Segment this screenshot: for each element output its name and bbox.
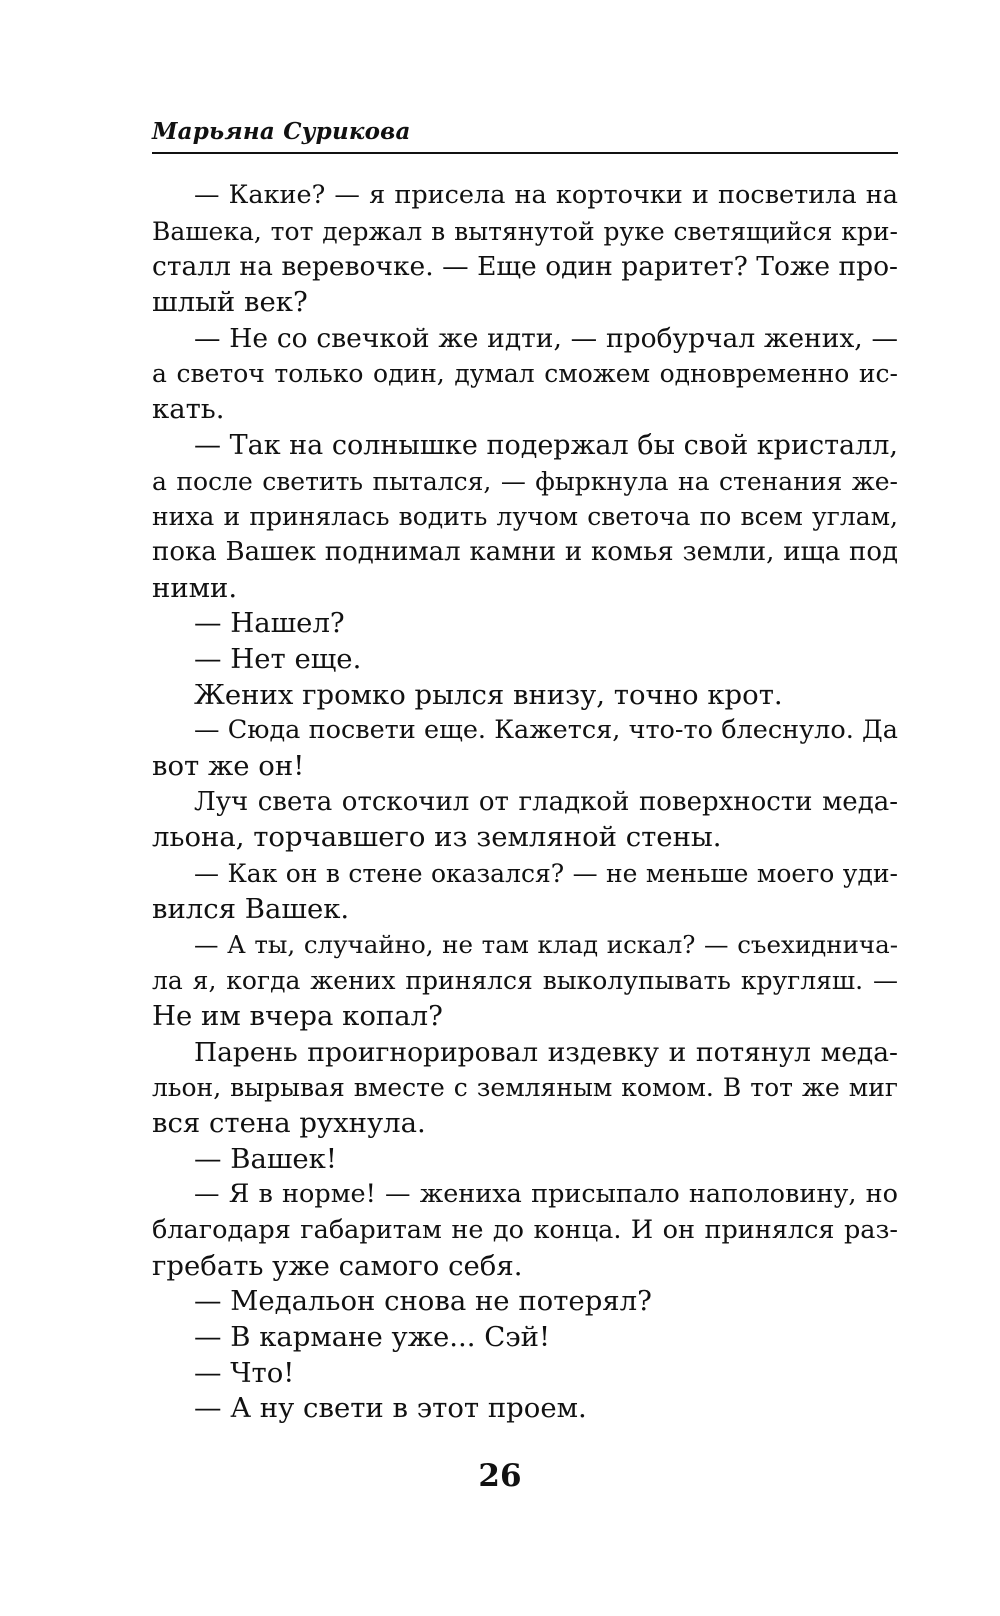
text-line: — Медальон снова не потерял? [194,1285,652,1318]
running-header [152,112,898,154]
text-line: — Вашек! [194,1142,337,1175]
text-line: льона, торчавшего из земляной стены. [152,821,722,854]
text-line: Парень проигнорировал издевку и потянул меда- [194,1036,898,1068]
text-line: а светоч только один, думал сможем одновременно ис- [152,359,898,389]
text-line: вился Вашек. [152,892,350,925]
text-line: — Что! [194,1356,295,1389]
text-line: — Я в норме! — жениха присыпало наполовину, но [194,1179,898,1210]
text-line: льон, вырывая вместе с земляным комом. В тот же миг [152,1073,898,1103]
text-line: — А ну свети в этот проем. [194,1392,587,1425]
text-line: — Нет еще. [194,642,362,675]
text-line: ла я, когда жених принялся выколупывать кругляш. — [152,966,898,996]
text-line: — Нашел? [194,607,345,640]
text-line: кать. [152,393,225,426]
text-line: — Так на солнышке подержал бы свой кристалл, [194,429,898,461]
body-text [152,178,898,1427]
text-line: — А ты, случайно, не там клад искал? — съехиднича- [194,930,898,960]
text-line: пока Вашек поднимал камни и комья земли, ища под [152,536,898,567]
text-line: — Как он в стене оказался? — не меньше моего уди- [194,859,898,889]
text-line: Не им вчера копал? [152,999,443,1032]
text-line: — В кармане уже... Сэй! [194,1321,551,1353]
text-line: гребать уже самого себя. [152,1249,523,1282]
text-line: шлый век? [152,286,308,319]
text-line: Луч света отскочил от гладкой поверхности меда- [194,786,898,817]
text-line: вся стена рухнула. [152,1106,426,1139]
text-line: ниха и принялась водить лучом светоча по всем углам, [152,502,898,532]
text-line: благодаря габаритам не до конца. И он принялся раз- [152,1214,898,1245]
text-line: Вашека, тот держал в вытянутой руке светящийся кри- [152,216,898,246]
text-line: — Сюда посвети еще. Кажется, что-то блеснуло. Да [194,715,898,746]
page-number: 26 [478,1458,522,1494]
text-line: а после светить пытался, — фыркнула на стенания же- [152,466,898,496]
text-line: сталл на веревочке. — Еще один раритет? Тоже про- [152,251,898,283]
text-line: ними. [152,571,238,604]
text-line: вот же он! [152,750,305,782]
text-line: Жених громко рылся внизу, точно крот. [194,678,783,711]
author-name: Марьяна Сурикова [152,118,411,145]
text-line: — Какие? — я присела на корточки и посветила на [194,180,898,210]
text-line: — Не со свечкой же идти, — пробурчал жених, — [194,322,898,354]
